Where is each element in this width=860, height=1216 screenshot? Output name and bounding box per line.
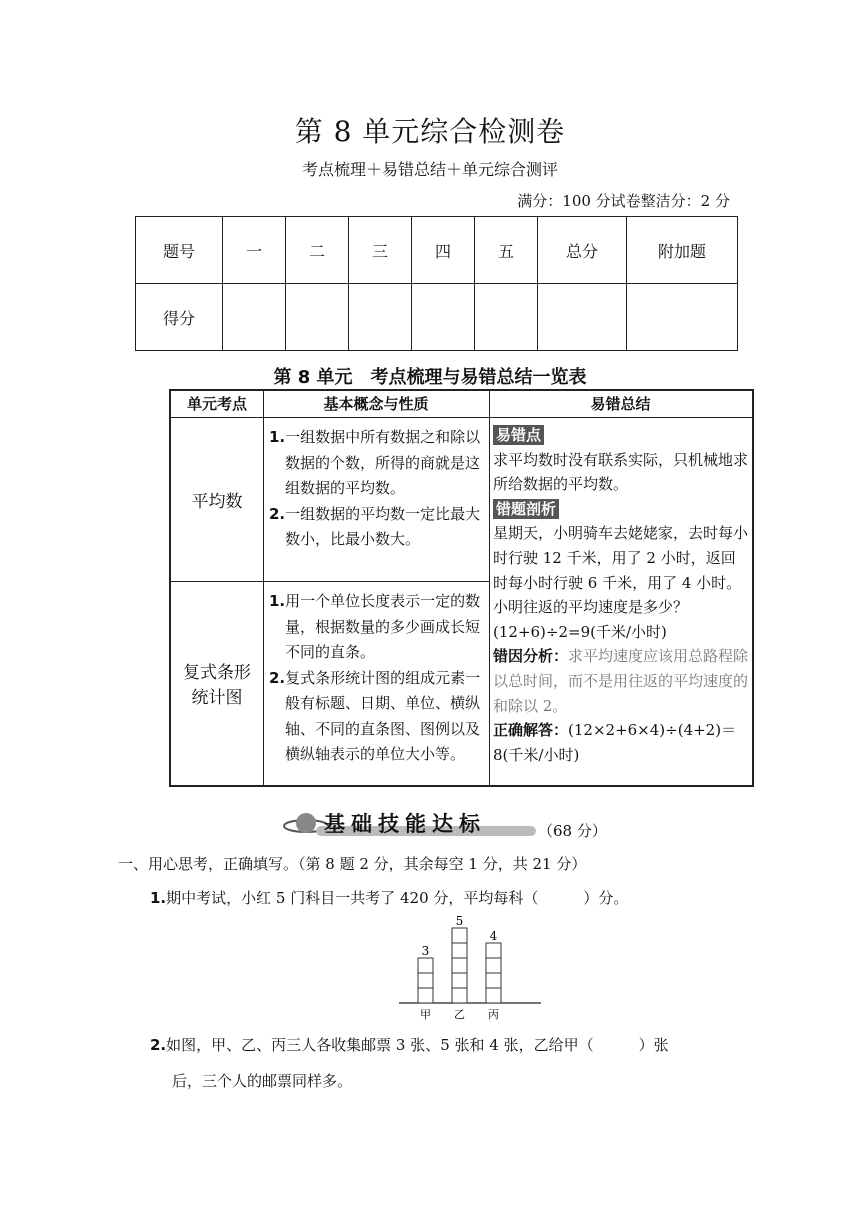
column-divider xyxy=(489,391,490,785)
question-1: 1.期中考试，小红 5 门科目一共考了 420 分，平均每科（ ）分。 xyxy=(150,889,629,907)
stamp-cell xyxy=(486,943,501,958)
stamp-person-label: 丙 xyxy=(488,1008,499,1021)
wrong-solution: (12+6)÷2=9(千米/小时) xyxy=(493,622,667,641)
topic-average: 平均数 xyxy=(191,492,243,512)
section-banner xyxy=(282,806,542,840)
stamp-stack-乙 xyxy=(452,915,467,1021)
column-divider xyxy=(263,391,264,785)
stamp-cell xyxy=(418,958,433,973)
header-topic: 单元考点 xyxy=(186,395,247,413)
score-cell[interactable] xyxy=(349,284,412,351)
concept-average xyxy=(269,425,483,553)
score-header-cell: 五 xyxy=(475,217,538,284)
full-mark-note: 满分：100 分试卷整洁分：2 分 xyxy=(517,192,730,210)
banner-text: 基础技能达标 xyxy=(324,812,486,836)
error-analysis-tag: 错题剖析 xyxy=(493,499,559,519)
stamp-person-label: 甲 xyxy=(420,1008,431,1021)
stamp-count-label: 4 xyxy=(489,929,498,943)
concept-point: 2.一组数据的平均数一定比最大数小，比最小数大。 xyxy=(269,504,481,548)
banner-score: （68 分） xyxy=(538,822,607,840)
score-row-label: 得分 xyxy=(136,284,223,351)
stamp-count-label: 3 xyxy=(421,944,430,958)
score-header-cell: 二 xyxy=(286,217,349,284)
stamp-person-label: 乙 xyxy=(454,1008,465,1021)
score-table-header-row xyxy=(136,217,738,284)
summary-title: 第 8 单元 考点梳理与易错总结一览表 xyxy=(273,367,587,388)
question-2-line2: 后，三个人的邮票同样多。 xyxy=(172,1072,353,1090)
score-header-cell: 一 xyxy=(223,217,286,284)
score-cell[interactable] xyxy=(538,284,627,351)
stamp-cell xyxy=(452,973,467,988)
stamp-cell xyxy=(486,988,501,1003)
score-header-cell: 题号 xyxy=(136,217,223,284)
error-point-tag: 易错点 xyxy=(493,425,544,445)
error-question: 星期天，小明骑车去姥姥家，去时每小时行驶 12 千米，用了 2 小时，返回时每小时行驶 6 千米，用了 4 小时。小明往返的平均速度是多少？ xyxy=(493,524,749,617)
stamp-chart xyxy=(395,915,575,1025)
concept-point: 1.一组数据中所有数据之和除以数据的个数，所得的商就是这组数据的平均数。 xyxy=(269,428,481,497)
score-cell[interactable] xyxy=(223,284,286,351)
section-heading: 一、用心思考，正确填写。（第 8 题 2 分，其余每空 1 分，共 21 分） xyxy=(118,855,587,873)
score-cell[interactable] xyxy=(627,284,738,351)
error-summary xyxy=(493,423,750,767)
score-table-score-row xyxy=(136,284,738,351)
score-cell[interactable] xyxy=(475,284,538,351)
stamp-cell xyxy=(452,958,467,973)
stamp-cell xyxy=(418,973,433,988)
header-divider xyxy=(171,417,752,418)
stamp-stack-甲 xyxy=(418,944,433,1021)
stamp-cell xyxy=(486,973,501,988)
stamp-cell xyxy=(486,958,501,973)
stamp-count-label: 5 xyxy=(455,915,464,928)
question-2: 2.如图，甲、乙、丙三人各收集邮票 3 张、5 张和 4 张，乙给甲（ ）张 xyxy=(150,1036,669,1054)
header-errors: 易错总结 xyxy=(590,395,651,413)
concept-point: 1.用一个单位长度表示一定的数量，根据数量的多少画成长短不同的直条。 xyxy=(269,592,481,661)
stamp-cell xyxy=(452,928,467,943)
score-header-cell: 总分 xyxy=(538,217,627,284)
stamp-stack-丙 xyxy=(486,929,501,1021)
error-point-text: 求平均数时没有联系实际，只机械地求所给数据的平均数。 xyxy=(493,450,749,494)
row-divider xyxy=(171,581,489,582)
score-header-cell: 附加题 xyxy=(627,217,738,284)
header-concept: 基本概念与性质 xyxy=(323,395,429,413)
summary-table xyxy=(169,389,754,787)
stamp-cell xyxy=(452,988,467,1003)
score-cell[interactable] xyxy=(286,284,349,351)
score-header-cell: 四 xyxy=(412,217,475,284)
stamp-cell xyxy=(452,943,467,958)
page-title: 第 8 单元综合检测卷 xyxy=(294,115,566,148)
correct-answer: 正确解答：(12×2+6×4)÷(4+2)＝8(千米/小时) xyxy=(493,721,737,764)
score-cell[interactable] xyxy=(412,284,475,351)
stamp-cell xyxy=(418,988,433,1003)
concept-point: 2.复式条形统计图的组成元素一般有标题、日期、单位、横纵轴、不同的直条图、图例以及横纵轴表示的单位大小等。 xyxy=(269,668,481,763)
concept-bar-chart xyxy=(269,589,483,768)
score-header-cell: 三 xyxy=(349,217,412,284)
topic-bar-chart: 复式条形统计图 xyxy=(183,663,251,708)
score-table xyxy=(135,216,738,351)
error-cause: 错因分析：求平均速度应该用总路程除以总时间，而不是用往返的平均速度的和除以 2。 xyxy=(493,647,749,715)
page-subtitle: 考点梳理＋易错总结＋单元综合测评 xyxy=(301,160,558,179)
